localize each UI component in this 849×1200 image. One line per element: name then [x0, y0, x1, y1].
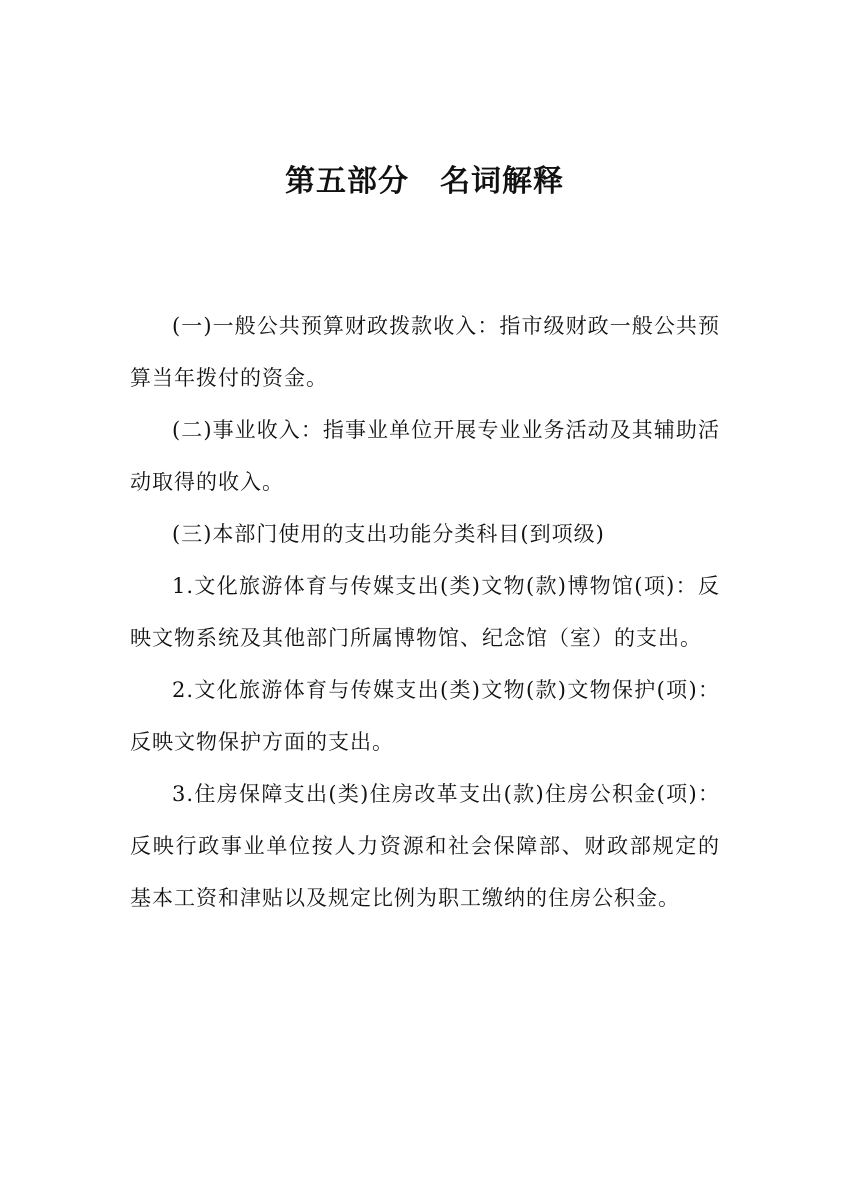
paragraph-museum-expenditure: 1.文化旅游体育与传媒支出(类)文物(款)博物馆(项)：反映文物系统及其他部门所属博物馆、纪念馆（室）的支出。: [130, 574, 720, 650]
paragraph-expenditure-classification: (三)本部门使用的支出功能分类科目(到项级): [172, 522, 605, 546]
document-body: [130, 300, 720, 924]
paragraph-general-budget-revenue: (一)一般公共预算财政拨款收入：指市级财政一般公共预算当年拨付的资金。: [130, 314, 720, 390]
paragraph-housing-fund-expenditure: 3.住房保障支出(类)住房改革支出(款)住房公积金(项)：反映行政事业单位按人力资源和社会保障部、财政部规定的基本工资和津贴以及规定比例为职工缴纳的住房公积金。: [130, 782, 720, 910]
paragraph-heritage-protection-expenditure: 2.文化旅游体育与传媒支出(类)文物(款)文物保护(项)：反映文物保护方面的支出。: [130, 678, 720, 754]
paragraph-business-revenue: (二)事业收入：指事业单位开展专业业务活动及其辅助活动取得的收入。: [130, 418, 720, 494]
page-title: 第五部分 名词解释: [285, 164, 564, 199]
